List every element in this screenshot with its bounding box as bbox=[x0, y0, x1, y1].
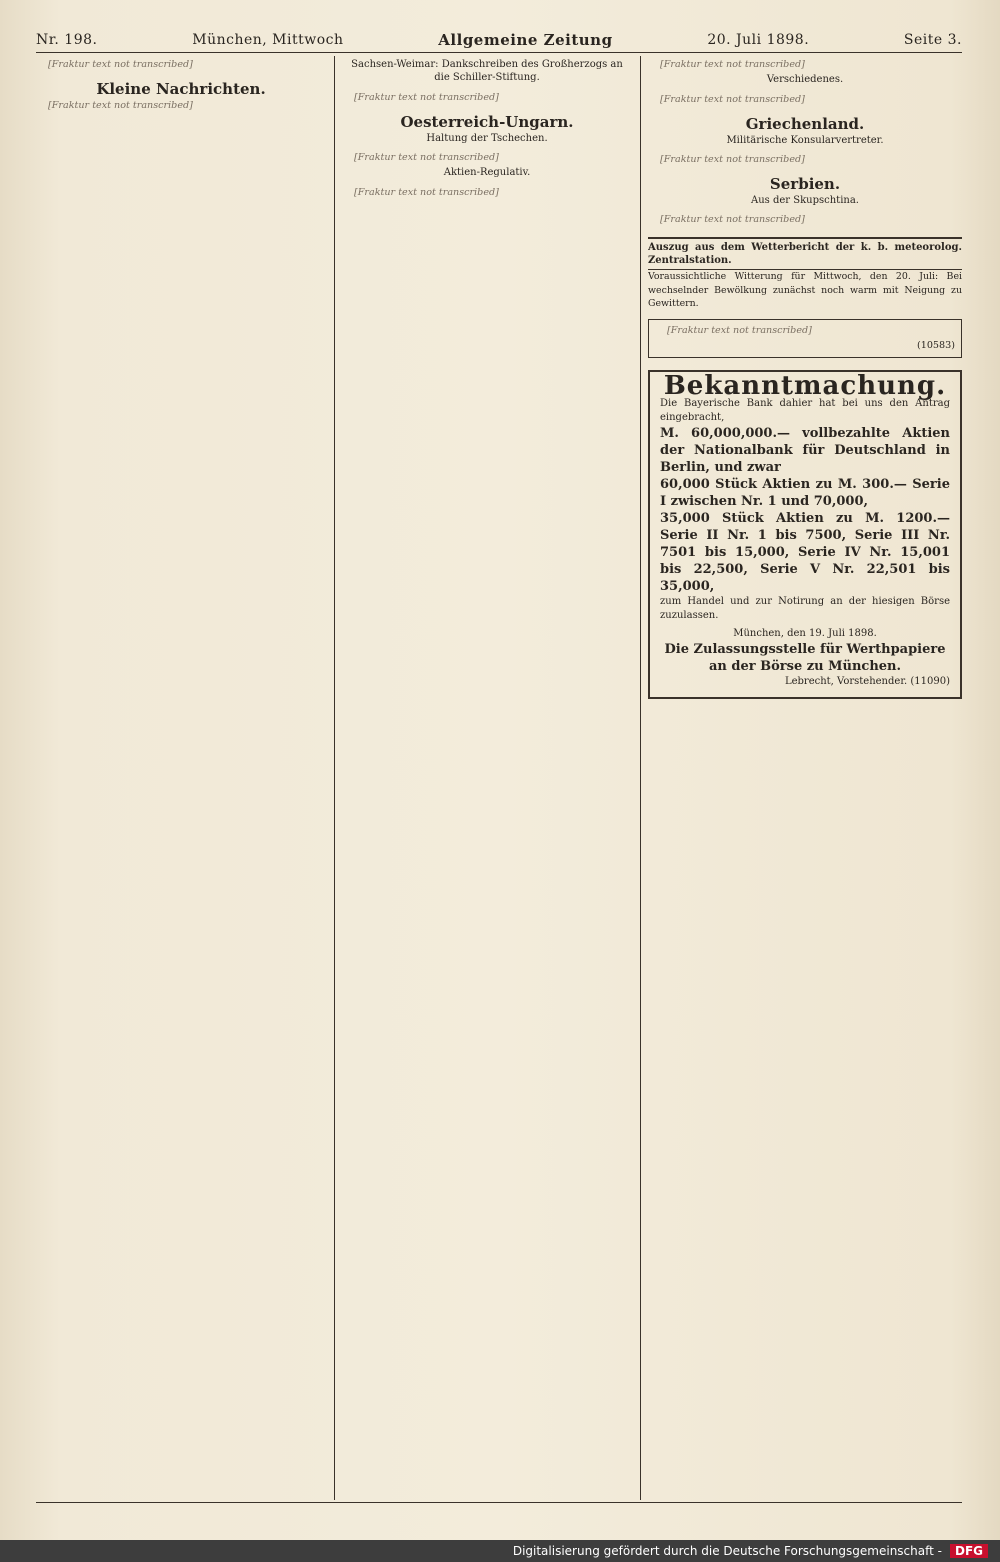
footer-text: Digitalisierung gefördert durch die Deutsche Forschungsgemeinschaft - bbox=[512, 1544, 942, 1558]
notice-box bbox=[648, 370, 962, 699]
notice-ref: (11090) bbox=[910, 675, 950, 687]
notice-signer: Lebrecht, Vorstehender. bbox=[784, 675, 908, 687]
notice-title: Bekanntmachung. bbox=[663, 370, 947, 401]
column-3 bbox=[648, 58, 962, 1498]
notice-intro: Die Bayerische Bank dahier hat bei uns den Antrag eingebracht, bbox=[660, 397, 950, 423]
masthead bbox=[36, 30, 962, 50]
page-number: Seite 3. bbox=[903, 32, 962, 48]
weather-heading: Auszug aus dem Wetterbericht der k. b. meteorolog. Zentralstation. bbox=[648, 237, 962, 271]
section-heading: Kleine Nachrichten. bbox=[96, 80, 266, 99]
section-heading: Serbien. bbox=[769, 175, 841, 194]
body-text: [Fraktur text not transcribed] bbox=[660, 154, 805, 166]
body-text: [Fraktur text not transcribed] bbox=[660, 93, 805, 105]
body-text: [Fraktur text not transcribed] bbox=[660, 59, 805, 70]
body-text: [Fraktur text not transcribed] bbox=[354, 91, 499, 103]
subsection-heading: Aktien-Regulativ. bbox=[443, 167, 531, 179]
advertisement bbox=[648, 319, 962, 358]
body-text: [Fraktur text not transcribed] bbox=[667, 324, 812, 336]
weather-forecast: Voraussichtliche Witterung für Mittwoch, den 20. Juli: Bei wechselnder Bewölkung zunächst noch warm mit Neigung zu Gewittern. bbox=[648, 271, 962, 310]
notice-series-2-5: 35,000 Stück Aktien zu M. 1200.— Serie II Nr. 1 bis 7500, Serie III Nr. 7501 bis 15,000, Serie IV Nr. 15,001 bis 22,500, Serie V Nr. 22,501 bis 35,000, bbox=[660, 510, 950, 594]
column-divider bbox=[640, 56, 641, 1500]
notice-issuer: Die Zulassungsstelle für Werthpapiere an der Börse zu München. bbox=[664, 641, 946, 674]
masthead-rule bbox=[36, 52, 962, 53]
body-text: [Fraktur text not transcribed] bbox=[354, 152, 499, 164]
body-text: [Fraktur text not transcribed] bbox=[48, 59, 193, 70]
paper-title: Allgemeine Zeitung bbox=[438, 31, 613, 49]
column-divider bbox=[334, 56, 335, 1500]
subsection-heading: Militärische Konsularvertreter. bbox=[726, 134, 884, 146]
subsection-heading: Verschiedenes. bbox=[766, 74, 844, 86]
issue-number: Nr. 198. bbox=[36, 32, 98, 48]
notice-series-1: 60,000 Stück Aktien zu M. 300.— Serie I zwischen Nr. 1 und 70,000, bbox=[660, 476, 950, 509]
body-text: [Fraktur text not transcribed] bbox=[660, 214, 805, 226]
notice-signature bbox=[660, 675, 950, 689]
digitization-footer bbox=[0, 1540, 1000, 1562]
body-text: [Fraktur text not transcribed] bbox=[48, 99, 193, 111]
body-text: [Fraktur text not transcribed] bbox=[354, 186, 499, 198]
column-1 bbox=[36, 58, 326, 1498]
dfg-logo: DFG bbox=[950, 1544, 988, 1558]
bottom-rule bbox=[36, 1502, 962, 1503]
notice-date: München, den 19. Juli 1898. bbox=[733, 627, 877, 639]
section-heading: Oesterreich-Ungarn. bbox=[400, 113, 574, 132]
notice-capital: M. 60,000,000.— vollbezahlte Aktien der Nationalbank für Deutschland in Berlin, und zwar bbox=[660, 425, 950, 475]
notice-purpose: zum Handel und zur Notirung an der hiesigen Börse zuzulassen. bbox=[660, 595, 950, 621]
section-heading: Griechenland. bbox=[745, 115, 865, 134]
ad-number: (10583) bbox=[916, 340, 955, 352]
issue-date: 20. Juli 1898. bbox=[707, 32, 810, 48]
column-2 bbox=[342, 58, 632, 1498]
article-heading: Sachsen-Weimar: Dankschreiben des Großherzogs an die Schiller-Stiftung. bbox=[351, 59, 623, 84]
city-day: München, Mittwoch bbox=[192, 32, 344, 48]
subsection-heading: Haltung der Tschechen. bbox=[426, 132, 548, 144]
subsection-heading: Aus der Skupschtina. bbox=[751, 194, 859, 206]
